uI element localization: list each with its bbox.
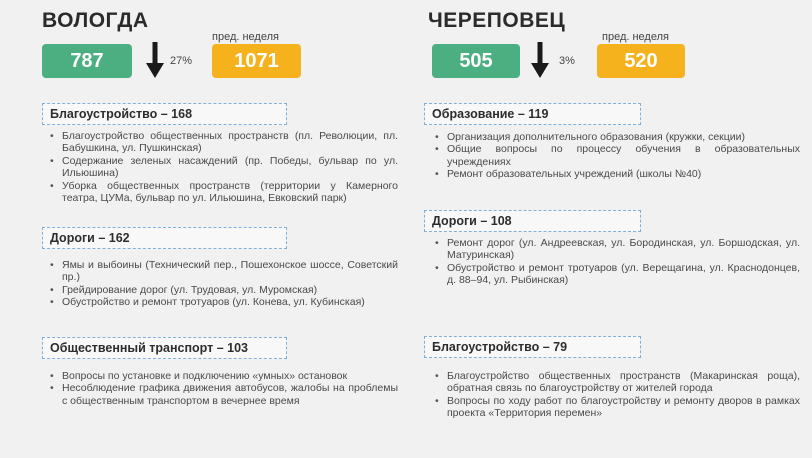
list-item: • Благоустройство общественных пространств (Макаринская роща), обратная связь по благоустройству от жителей города <box>431 370 800 395</box>
vologda-section-list <box>46 259 398 309</box>
vologda-change-percent: 27% <box>170 55 193 67</box>
vologda-section-list <box>46 130 398 204</box>
vologda-current-count: 787 <box>42 44 132 78</box>
list-item: • Грейдирование дорог (ул. Трудовая, ул. Муромская) <box>46 284 398 296</box>
list-item: • Обустройство и ремонт тротуаров (ул. Конева, ул. Кубинская) <box>46 296 398 308</box>
cherepovets-change-percent: 3% <box>559 55 575 67</box>
vologda-prev-week-label: пред. неделя <box>212 31 279 43</box>
list-item: • Ямы и выбоины (Технический пер., Пошехонское шоссе, Советский пр.) <box>46 259 398 284</box>
vologda-prev-week-count: 1071 <box>212 44 301 78</box>
vologda-city-title: ВОЛОГДА <box>42 9 149 32</box>
list-item: • Обустройство и ремонт тротуаров (ул. Верещагина, ул. Краснодонцев, д. 88–94, ул. Рыбинская) <box>431 262 800 287</box>
vologda-section-title: Дороги – 162 <box>42 227 287 249</box>
down-arrow-icon <box>146 42 164 78</box>
vologda-section-title: Благоустройство – 168 <box>42 103 287 125</box>
list-item: • Содержание зеленых насаждений (пр. Победы, бульвар по ул. Ильюшина) <box>46 155 398 180</box>
list-item: • Ремонт образовательных учреждений (школы №40) <box>431 168 800 180</box>
cherepovets-prev-week-label: пред. неделя <box>602 31 669 43</box>
list-item: • Несоблюдение графика движения автобусов, жалобы на проблемы с общественным транспортом в вечернее время <box>46 382 398 407</box>
cherepovets-prev-week-count: 520 <box>597 44 685 78</box>
cherepovets-column <box>428 0 808 458</box>
cherepovets-section-list <box>431 131 800 181</box>
cherepovets-section-title: Благоустройство – 79 <box>424 336 641 358</box>
list-item: • Ремонт дорог (ул. Андреевская, ул. Бородинская, ул. Боршодская, ул. Матуринская) <box>431 237 800 262</box>
cherepovets-section-title: Дороги – 108 <box>424 210 641 232</box>
cherepovets-section-list <box>431 237 800 287</box>
list-item: • Благоустройство общественных пространств (пл. Революции, пл. Бабушкина, ул. Пушкинская) <box>46 130 398 155</box>
cherepovets-section-title: Образование – 119 <box>424 103 641 125</box>
list-item: • Организация дополнительного образования (кружки, секции) <box>431 131 800 143</box>
cherepovets-city-title: ЧЕРЕПОВЕЦ <box>428 9 566 32</box>
list-item: • Вопросы по ходу работ по благоустройству и ремонту дворов в рамках проекта «Территория перемен» <box>431 395 800 420</box>
list-item: • Общие вопросы по процессу обучения в образовательных учреждениях <box>431 143 800 168</box>
vologda-section-title: Общественный транспорт – 103 <box>42 337 287 359</box>
cherepovets-current-count: 505 <box>432 44 520 78</box>
list-item: • Вопросы по установке и подключению «умных» остановок <box>46 370 398 382</box>
list-item: • Уборка общественных пространств (территории у Камерного театра, ЦУМа, бульвар по ул. Ильюшина, Евковский парк) <box>46 180 398 205</box>
vologda-column <box>42 0 422 458</box>
vologda-section-list <box>46 370 398 407</box>
cherepovets-section-list <box>431 370 800 420</box>
down-arrow-icon <box>531 42 549 78</box>
